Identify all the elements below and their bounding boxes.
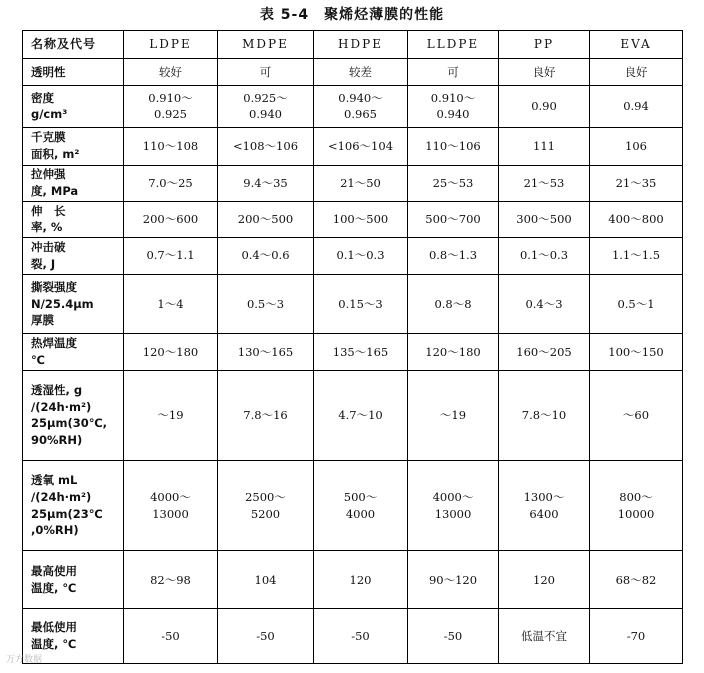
cell-value-line: 300～500 <box>516 211 572 226</box>
watermark-logo: 万方数据 <box>6 655 43 665</box>
header-cell: MDPE <box>218 31 314 59</box>
row-label-cell <box>23 237 124 274</box>
row-label-cell <box>23 127 124 165</box>
value-cell <box>218 274 314 334</box>
cell-value-line: 111 <box>533 138 555 153</box>
row-label-line: 伸 长 <box>31 203 66 218</box>
row-label-line: g/cm³ <box>31 107 68 122</box>
row-label-cell <box>23 165 124 201</box>
cell-value-line: 0.910～ <box>148 90 193 105</box>
cell-value-line: 0.940 <box>249 107 282 122</box>
value-cell <box>590 609 683 664</box>
cell-value-line: ～19 <box>439 407 467 422</box>
value-cell <box>218 370 314 460</box>
cell-value-line: 82～98 <box>150 572 191 587</box>
value-cell <box>499 201 590 237</box>
cell-value-line: 1300～ <box>523 490 565 505</box>
cell-value-line: 21～35 <box>615 175 657 190</box>
value-cell <box>499 609 590 664</box>
table-header-row <box>23 31 683 59</box>
value-cell <box>124 201 218 237</box>
row-label-line: 裂, J <box>31 256 56 271</box>
cell-value-line: <108～106 <box>232 138 299 153</box>
row-label-cell <box>23 201 124 237</box>
value-cell <box>590 165 683 201</box>
value-cell <box>314 274 408 334</box>
cell-value-line: -50 <box>161 628 180 643</box>
row-label-cell <box>23 370 124 460</box>
cell-value-line: -50 <box>443 628 463 643</box>
cell-value-line: 0.4～3 <box>525 296 563 311</box>
value-cell <box>218 201 314 237</box>
row-label-line: 热焊温度 <box>31 336 77 351</box>
value-cell <box>590 461 683 551</box>
cell-value-line: 0.5～3 <box>246 296 285 311</box>
value-cell <box>590 334 683 370</box>
cell-value-line: 7.8～16 <box>243 407 288 422</box>
value-cell <box>499 370 590 460</box>
value-cell <box>218 334 314 370</box>
value-cell <box>590 59 683 85</box>
row-label-line: 最高使用 <box>31 564 77 579</box>
row-label-line: 90%RH) <box>31 432 83 447</box>
value-cell <box>218 127 314 165</box>
row-label-line: 厚膜 <box>31 313 54 328</box>
cell-value-line: 4000～ <box>432 490 474 505</box>
cell-value-line: 400～800 <box>608 211 664 226</box>
value-cell <box>314 165 408 201</box>
value-cell <box>408 165 499 201</box>
value-cell <box>124 85 218 127</box>
cell-value-line: 可 <box>447 64 459 79</box>
value-cell <box>314 201 408 237</box>
value-cell <box>408 370 499 460</box>
row-label-line: /(24h·m²) <box>31 490 92 505</box>
cell-value-line: 160～205 <box>516 344 572 359</box>
cell-value-line: 120 <box>349 572 372 587</box>
value-cell <box>499 461 590 551</box>
cell-value-line: 110～106 <box>425 138 481 153</box>
cell-value-line: 800～ <box>619 490 653 505</box>
cell-value-line: 21～50 <box>340 175 381 190</box>
header-cell: EVA <box>590 31 683 59</box>
row-label-line: 撕裂强度 <box>31 280 77 295</box>
cell-value-line: 135～165 <box>332 344 389 359</box>
value-cell <box>314 461 408 551</box>
value-cell <box>218 59 314 85</box>
row-label-line: 透湿性, g <box>31 382 83 397</box>
cell-value-line: 良好 <box>624 64 648 79</box>
table-row <box>23 461 683 551</box>
cell-value-line: 200～600 <box>142 211 199 226</box>
cell-value-line: 68～82 <box>615 572 657 587</box>
table-row <box>23 609 683 664</box>
cell-value-line: 10000 <box>617 506 655 521</box>
cell-value-line: 13000 <box>434 506 472 521</box>
cell-value-line: 6400 <box>529 506 559 521</box>
table-row <box>23 201 683 237</box>
cell-value-line: 100～500 <box>332 211 389 226</box>
cell-value-line: 25～53 <box>432 175 474 190</box>
row-label-line: 度, MPa <box>31 184 79 199</box>
cell-value-line: 7.8～10 <box>521 407 567 422</box>
cell-value-line: 0.925～ <box>243 90 288 105</box>
value-cell <box>124 334 218 370</box>
row-label-line: 透氧 mL <box>31 473 78 488</box>
properties-table <box>22 30 683 664</box>
cell-value-line: ～19 <box>157 407 184 422</box>
cell-value-line: -70 <box>626 628 646 643</box>
cell-value-line: 13000 <box>152 506 189 521</box>
table-row <box>23 165 683 201</box>
value-cell <box>590 127 683 165</box>
row-label-line: /(24h·m²) <box>31 399 92 414</box>
value-cell <box>499 85 590 127</box>
value-cell <box>408 274 499 334</box>
value-cell <box>499 127 590 165</box>
row-label-line: 温度, ℃ <box>31 637 77 652</box>
row-label-cell <box>23 59 124 85</box>
row-label-cell <box>23 551 124 609</box>
value-cell <box>124 461 218 551</box>
value-cell <box>590 237 683 274</box>
value-cell <box>124 609 218 664</box>
cell-value-line: ～60 <box>622 407 650 422</box>
value-cell <box>590 551 683 609</box>
row-label-line: 密度 <box>31 90 54 105</box>
value-cell <box>408 127 499 165</box>
cell-value-line: 120～180 <box>425 344 481 359</box>
row-label-line: 透明性 <box>31 64 66 79</box>
cell-value-line: 500～700 <box>425 211 481 226</box>
value-cell <box>218 237 314 274</box>
cell-value-line: 104 <box>254 572 277 587</box>
cell-value-line: 0.4～0.6 <box>241 248 290 263</box>
row-label-line: 温度, ℃ <box>31 580 77 595</box>
value-cell <box>314 609 408 664</box>
cell-value-line: 0.94 <box>623 98 649 113</box>
cell-value-line: 较好 <box>159 64 182 79</box>
row-label-line: 率, % <box>31 220 63 235</box>
cell-value-line: 0.1～0.3 <box>336 248 385 263</box>
cell-value-line: 120～180 <box>142 344 199 359</box>
cell-value-line: 90～120 <box>428 572 478 587</box>
table-row <box>23 59 683 85</box>
cell-value-line: -50 <box>351 628 370 643</box>
value-cell <box>408 609 499 664</box>
value-cell <box>218 551 314 609</box>
table-title: 表 5-4 聚烯烃薄膜的性能 <box>259 7 445 23</box>
cell-value-line: 9.4～35 <box>243 175 288 190</box>
cell-value-line: 21～53 <box>523 175 565 190</box>
row-label-line: ℃ <box>31 353 45 368</box>
cell-value-line: 可 <box>259 64 272 79</box>
cell-value-line: 良好 <box>532 64 556 79</box>
cell-value-line: 4000 <box>345 506 376 521</box>
value-cell <box>408 461 499 551</box>
row-label-line: 最低使用 <box>31 620 77 635</box>
value-cell <box>408 85 499 127</box>
header-cell: HDPE <box>314 31 408 59</box>
row-label-line: 千克膜 <box>31 130 66 145</box>
cell-value-line: 0.90 <box>531 98 557 113</box>
value-cell <box>590 201 683 237</box>
value-cell <box>408 201 499 237</box>
cell-value-line: 0.1～0.3 <box>519 248 569 263</box>
value-cell <box>499 334 590 370</box>
cell-value-line: 500～ <box>343 490 378 505</box>
row-label-line: 冲击破 <box>31 239 66 254</box>
header-cell: LDPE <box>124 31 218 59</box>
row-label-line: 25μm(23℃ <box>31 506 103 521</box>
value-cell <box>124 237 218 274</box>
value-cell <box>408 334 499 370</box>
table-row <box>23 237 683 274</box>
cell-value-line: 0.15～3 <box>338 296 383 311</box>
value-cell <box>499 59 590 85</box>
row-label-line: 面积, m² <box>31 147 80 162</box>
cell-value-line: 200～500 <box>237 211 294 226</box>
value-cell <box>314 237 408 274</box>
row-label-line: 25μm(30℃, <box>31 416 108 431</box>
cell-value-line: 0.8～1.3 <box>428 248 478 263</box>
value-cell <box>408 551 499 609</box>
value-cell <box>590 85 683 127</box>
value-cell <box>590 274 683 334</box>
table-body <box>23 31 683 664</box>
cell-value-line: 100～150 <box>608 344 664 359</box>
table-row <box>23 85 683 127</box>
row-label-line: ,0%RH) <box>31 523 79 538</box>
table-row <box>23 274 683 334</box>
value-cell <box>408 237 499 274</box>
row-label-line: 拉伸强 <box>31 167 66 182</box>
header-cell: LLDPE <box>408 31 499 59</box>
cell-value-line: 0.910～ <box>430 90 476 105</box>
table-row <box>23 334 683 370</box>
cell-value-line: 0.8～8 <box>434 296 472 311</box>
value-cell <box>124 127 218 165</box>
cell-value-line: 0.940～ <box>338 90 383 105</box>
value-cell <box>499 274 590 334</box>
cell-value-line: 0.5～1 <box>617 296 655 311</box>
cell-value-line: 4000～ <box>150 490 191 505</box>
value-cell <box>218 461 314 551</box>
cell-value-line: 120 <box>533 572 555 587</box>
value-cell <box>218 609 314 664</box>
value-cell <box>124 59 218 85</box>
table-row <box>23 370 683 460</box>
row-label-cell <box>23 334 124 370</box>
cell-value-line: 4.7～10 <box>338 407 383 422</box>
value-cell <box>499 237 590 274</box>
value-cell <box>124 165 218 201</box>
row-label-cell <box>23 274 124 334</box>
value-cell <box>314 551 408 609</box>
cell-value-line: 130～165 <box>237 344 294 359</box>
value-cell <box>124 551 218 609</box>
row-label-cell <box>23 461 124 551</box>
cell-value-line: <106～104 <box>327 138 394 153</box>
cell-value-line: 1～4 <box>157 296 184 311</box>
header-label-cell: 名称及代号 <box>23 31 124 59</box>
table-row <box>23 551 683 609</box>
cell-value-line: 2500～ <box>245 490 286 505</box>
row-label-cell <box>23 85 124 127</box>
value-cell <box>314 127 408 165</box>
row-label-line: N/25.4μm <box>31 296 94 311</box>
table-row <box>23 127 683 165</box>
cell-value-line: 0.7～1.1 <box>146 248 195 263</box>
header-cell: PP <box>499 31 590 59</box>
value-cell <box>314 85 408 127</box>
cell-value-line: 106 <box>625 138 647 153</box>
cell-value-line: 1.1～1.5 <box>611 248 661 263</box>
value-cell <box>499 551 590 609</box>
value-cell <box>124 274 218 334</box>
value-cell <box>499 165 590 201</box>
value-cell <box>314 59 408 85</box>
value-cell <box>218 85 314 127</box>
cell-value-line: 0.965 <box>344 107 377 122</box>
cell-value-line: 110～108 <box>142 138 199 153</box>
cell-value-line: 0.925 <box>154 107 187 122</box>
value-cell <box>408 59 499 85</box>
value-cell <box>590 370 683 460</box>
value-cell <box>218 165 314 201</box>
value-cell <box>314 370 408 460</box>
cell-value-line: 5200 <box>250 506 281 521</box>
value-cell <box>124 370 218 460</box>
cell-value-line: 7.0～25 <box>148 175 193 190</box>
cell-value-line: -50 <box>256 628 275 643</box>
cell-value-line: 较差 <box>349 64 372 79</box>
cell-value-line: 0.940 <box>436 107 470 122</box>
value-cell <box>314 334 408 370</box>
cell-value-line: 低温不宜 <box>521 628 567 643</box>
